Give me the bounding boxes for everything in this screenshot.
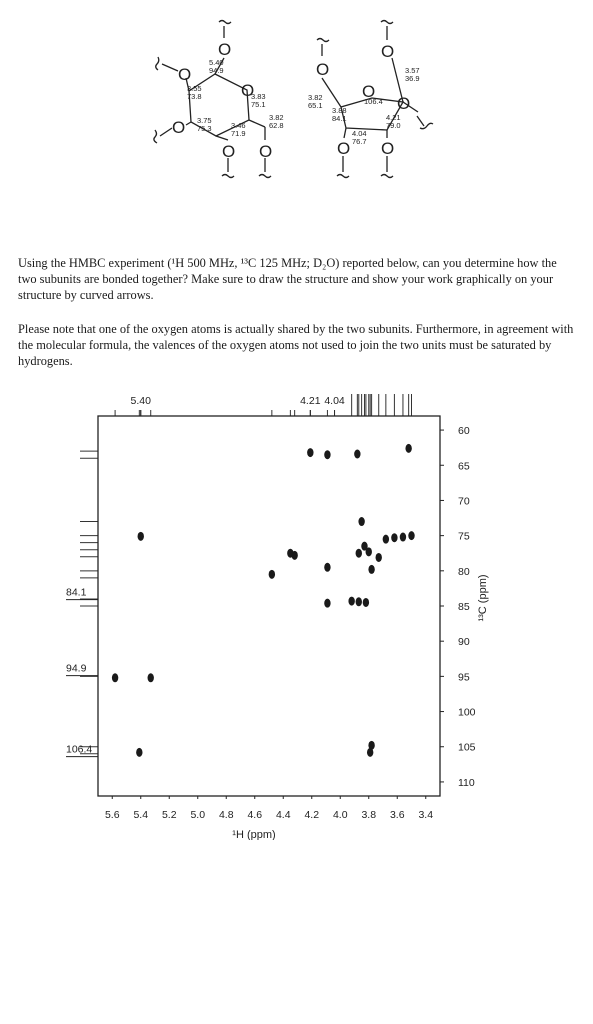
y-axis-label: ¹³C (ppm) (477, 574, 489, 622)
cross-peak (408, 531, 414, 540)
y-tick-label: 100 (458, 706, 476, 719)
oxygen-atom: O (381, 139, 395, 158)
cross-peak (366, 547, 372, 556)
shift-label: 3.55 (187, 84, 202, 93)
y-tick-label: 110 (458, 776, 475, 789)
plot-frame (98, 416, 440, 796)
cross-peak (367, 748, 373, 757)
cross-peak (383, 535, 389, 544)
oxygen-atom: O (172, 118, 186, 137)
shift-label: 84.1 (332, 114, 347, 123)
cross-peak (354, 450, 360, 459)
cross-peak (324, 599, 330, 608)
shift-label: 4.21 (386, 113, 401, 122)
shift-label: 3.82 (269, 113, 284, 122)
cross-peak (138, 532, 144, 541)
proton-peak-label: 4.04 (324, 395, 345, 407)
question-paragraph-2: Please note that one of the oxygen atoms is actually shared by the two subunits. Furthermore, in agreement with the molecular formula, the valences of the oxygen atoms not used to join the two units must be saturated by hydrogens. (18, 322, 574, 368)
proton-peak-label: 5.40 (130, 395, 151, 407)
cross-peak (348, 597, 354, 606)
oxygen-atom: O (362, 82, 376, 101)
cross-peak (112, 673, 118, 682)
oxygen-atom: O (178, 65, 192, 84)
y-tick-label: 85 (458, 601, 470, 613)
cross-peak (148, 673, 154, 682)
x-tick-label: 4.0 (332, 809, 348, 821)
oxygen-atom: O (337, 139, 351, 158)
x-axis-label: ¹H (ppm) (232, 829, 276, 840)
oxygen-atom: O (218, 40, 232, 59)
shift-label: 3.88 (332, 106, 347, 115)
x-tick-label: 4.6 (247, 809, 263, 821)
x-tick-label: 4.4 (275, 809, 291, 821)
y-tick-label: 75 (458, 530, 470, 543)
cross-peak (356, 549, 362, 558)
shift-label: 73.8 (187, 92, 202, 101)
cross-peak (136, 748, 142, 757)
carbon-peak-label: 94.9 (66, 662, 87, 675)
oxygen-atom: O (397, 94, 411, 113)
shift-label: 3.82 (308, 93, 323, 102)
cross-peak (324, 563, 330, 572)
x-tick-label: 5.4 (133, 809, 149, 821)
hmbc-spectrum (0, 380, 593, 840)
oxygen-atom: O (222, 142, 236, 161)
x-tick-label: 5.6 (104, 809, 120, 821)
shift-label: 75.3 (197, 124, 212, 133)
cross-peak (307, 448, 313, 457)
shift-label: 36.9 (405, 74, 420, 83)
y-tick-label: 80 (458, 565, 470, 578)
y-tick-label: 95 (458, 671, 470, 684)
y-tick-label: 65 (458, 460, 470, 473)
cross-peak (291, 551, 297, 560)
x-tick-label: 3.8 (361, 809, 377, 821)
carbon-peak-label: 84.1 (66, 586, 87, 599)
oxygen-atom: O (381, 42, 395, 61)
structure-drawings (0, 0, 593, 200)
oxygen-atom: O (241, 81, 255, 100)
cross-peak (400, 533, 406, 542)
y-tick-label: 60 (458, 425, 470, 438)
proton-peak-label: 4.21 (300, 395, 321, 407)
shift-label: 3.57 (405, 66, 420, 75)
x-tick-label: 4.8 (218, 809, 234, 821)
cross-peak (391, 533, 397, 542)
x-tick-label: 3.6 (389, 809, 405, 821)
cross-peak (405, 444, 411, 453)
shift-label: 5.40 (209, 58, 224, 67)
shift-label: 3.75 (197, 116, 212, 125)
cross-peak (324, 450, 330, 459)
x-tick-label: 4.2 (304, 809, 320, 821)
y-tick-label: 70 (458, 495, 470, 508)
question-paragraph-1: Using the HMBC experiment (¹H 500 MHz, ¹³C 125 MHz; D₂O) reported below, can you determine how the two subunits are bonded together? Make sure to draw the structure and show your work graphically on your structure by curved arrows. (18, 256, 557, 302)
shift-label: 4.04 (352, 129, 367, 138)
cross-peak (368, 565, 374, 574)
y-tick-label: 105 (458, 741, 476, 754)
carbon-peak-label: 106.4 (66, 743, 93, 756)
shift-label: 76.7 (352, 137, 367, 146)
shift-label: 3.83 (251, 92, 266, 101)
shift-label: 75.1 (251, 100, 266, 109)
cross-peak (356, 597, 362, 606)
cross-peak (376, 553, 382, 562)
y-tick-label: 90 (458, 636, 470, 649)
shift-label: 79.0 (386, 121, 401, 130)
oxygen-atom: O (316, 60, 330, 79)
cross-peak (358, 517, 364, 526)
shift-label: 62.8 (269, 121, 284, 130)
shift-label: 3.46 (231, 121, 246, 130)
x-tick-label: 5.0 (190, 809, 206, 821)
oxygen-atom: O (259, 142, 273, 161)
cross-peak (363, 598, 369, 607)
x-tick-label: 3.4 (418, 809, 434, 821)
x-tick-label: 5.2 (161, 809, 177, 821)
shift-label: 65.1 (308, 101, 323, 110)
shift-label: 106.4 (364, 97, 383, 106)
shift-label: 94.9 (209, 66, 224, 75)
cross-peak (269, 570, 275, 579)
shift-label: 71.9 (231, 129, 246, 138)
